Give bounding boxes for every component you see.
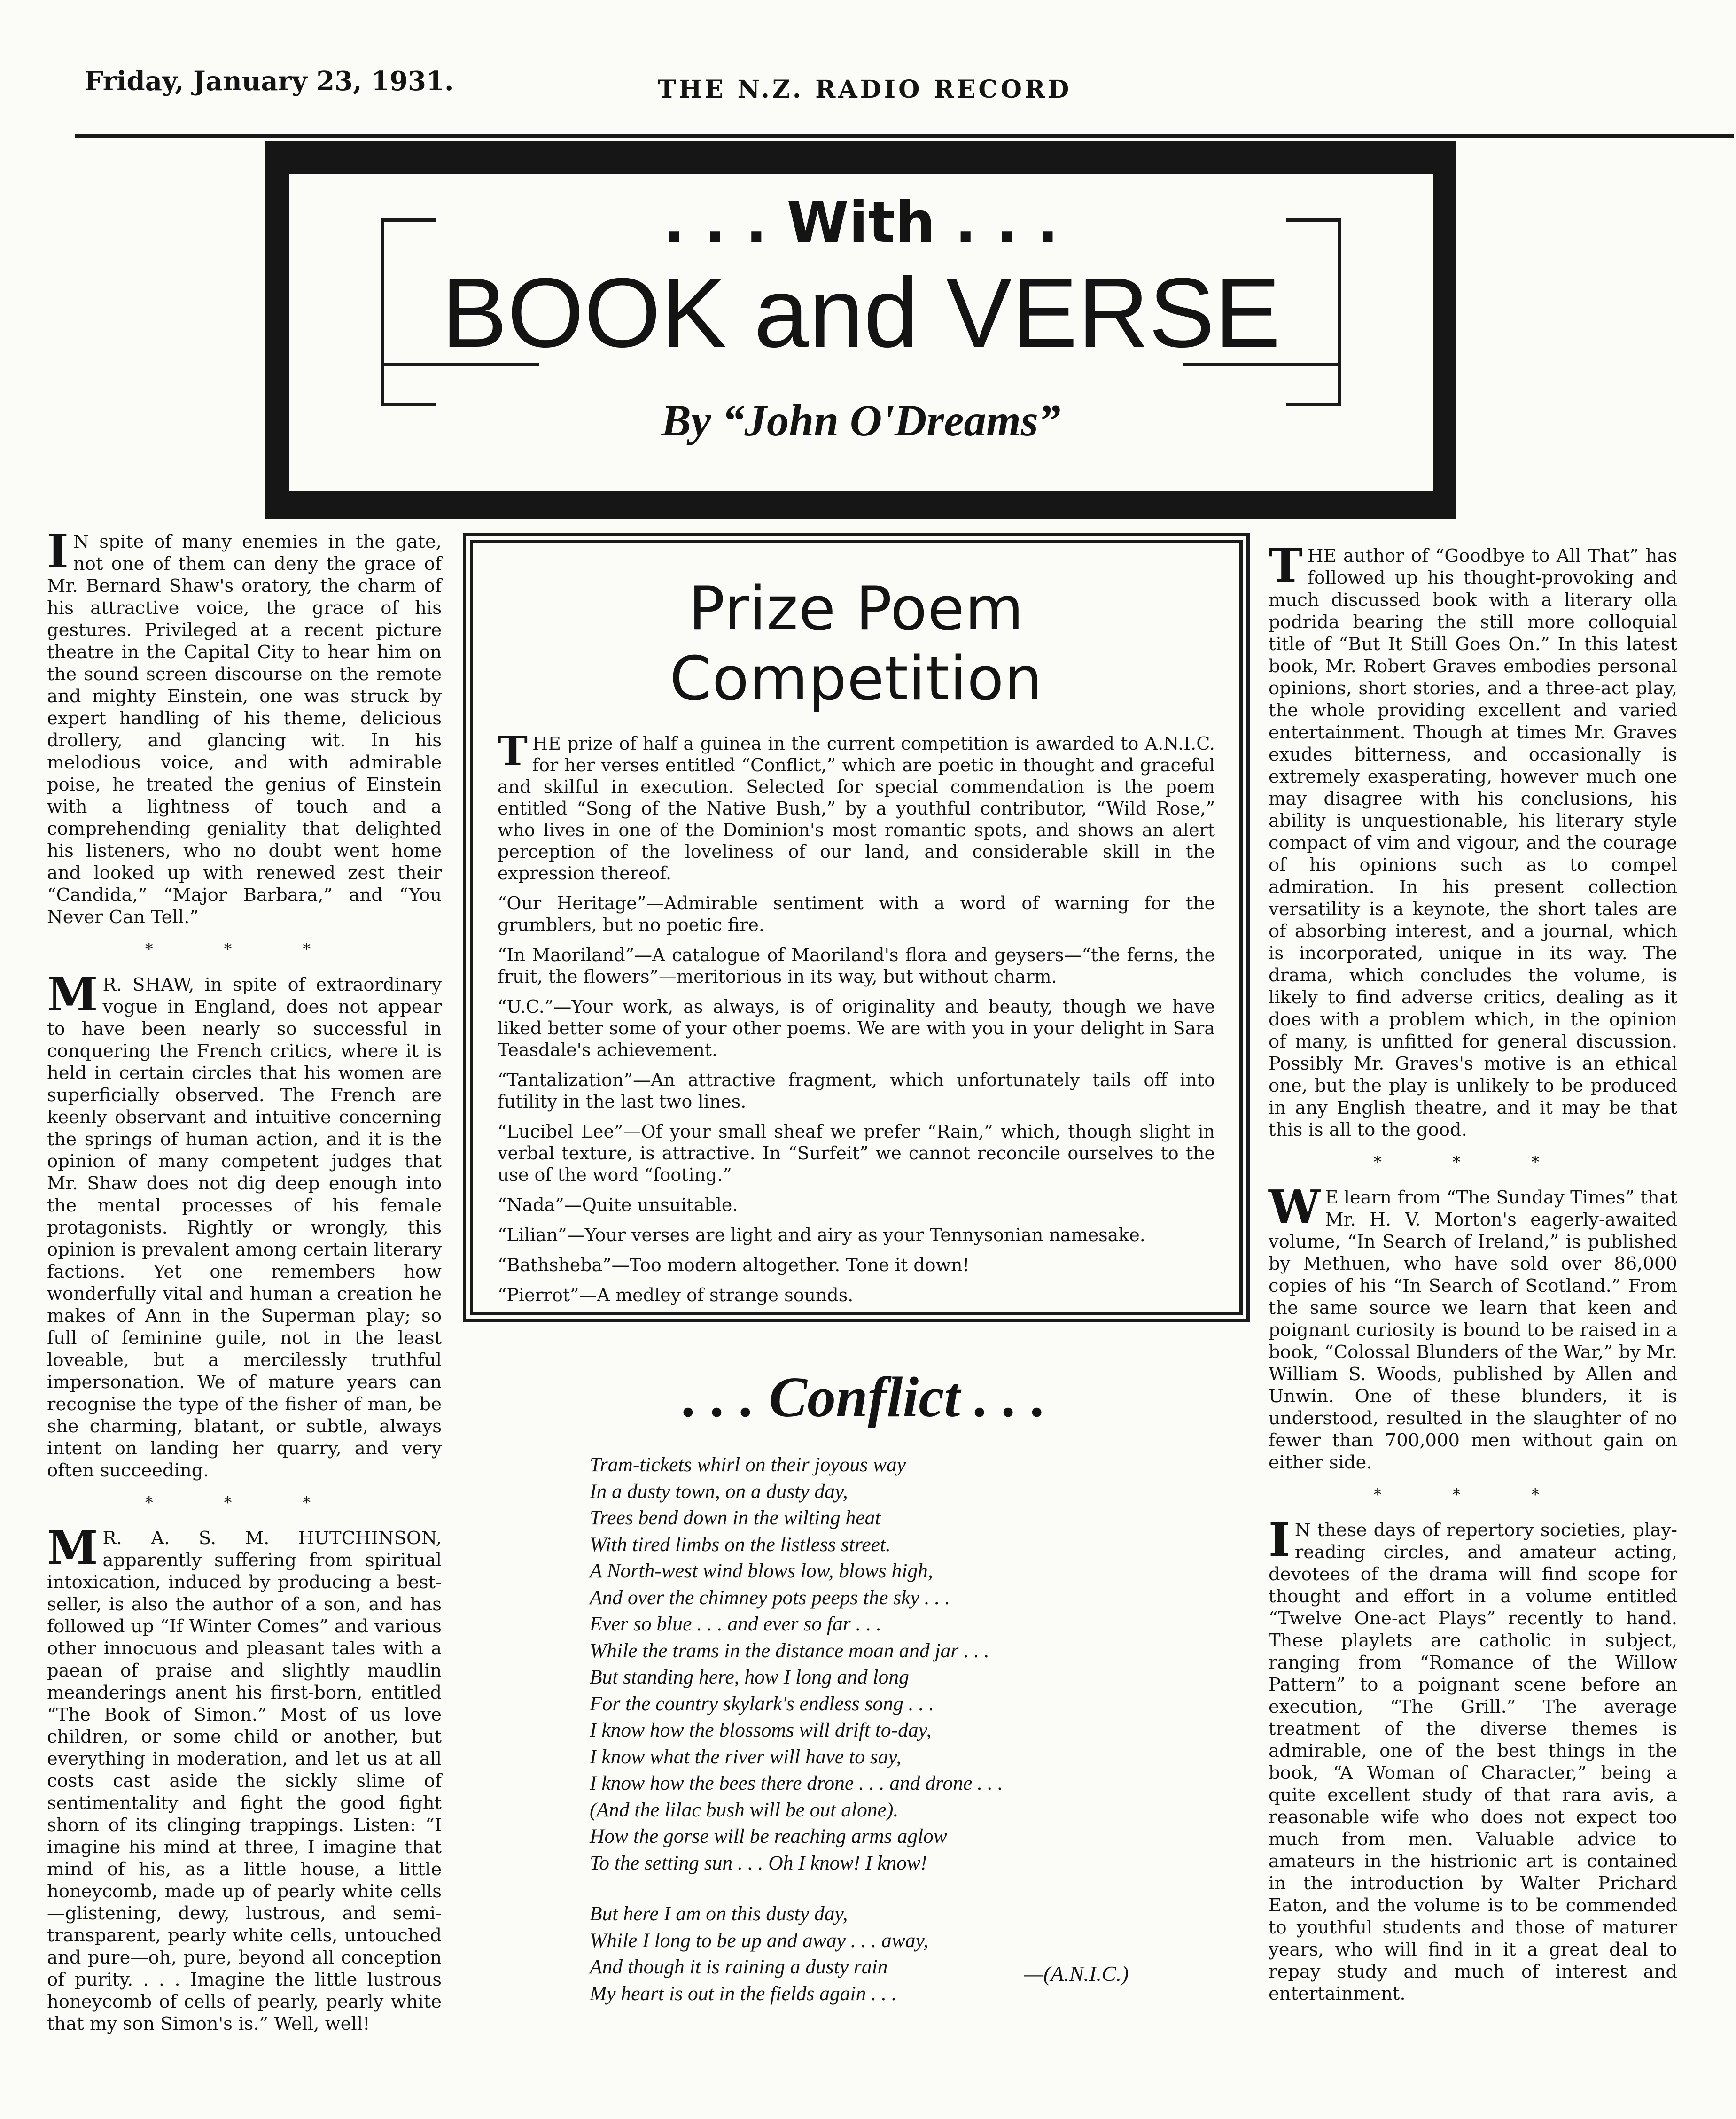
article-text: N these days of repertory societies, play-reading circles, and amateur acting, devotees of the drama will find scope for thought and effort in a volume entitled “Twelve One-act Plays” recently to hand. These playlets are catholic in subject, ranging from “Romance of the Willow Pattern” to a poignant scene before an execution, “The Grill.” The average treatment of the diverse themes is admirable, one of the best things in the book, “A Woman of Character,” being a quite excellent study of that rara avis, a reasonable wife who does not expect too much from men. Valuable advice to amateurs in the histrionic art is contained in the introduction by Walter Prichard Eaton, and the volume is to be commended to youthful students and those of maturer years, who will find in it a great deal to repay study and much of interest and entertainment. <box>1269 1520 1677 2004</box>
poem-line: I know how the bees there drone . . . and drone . . . <box>590 1772 1003 1794</box>
poem-line: Ever so blue . . . and ever so far . . . <box>590 1613 881 1635</box>
poem-line: In a dusty town, on a dusty day, <box>590 1480 848 1503</box>
poem-line: My heart is out in the fields again . . . <box>590 1982 897 2005</box>
critique-note: “In Maoriland”—A catalogue of Maoriland's flora and geysers—“the ferns, the fruit, the flowers”—meritorious in its way, but without charm. <box>498 945 1215 987</box>
article-text: R. A. S. M. HUTCHINSON, apparently suffering from spiritual intoxication, induced by producing a best-seller, is also the author of a son, and has followed up “If Winter Comes” and various other innocuous and pleasant tales with a paean of praise and slightly maudlin meanderings anent his first-born, entitled “The Book of Simon.” Most of us love children, or some child or another, but everything in moderation, and let us at all costs cast aside the sickly slime of sentimentality and fight the good fight shorn of its clinging trappings. Listen: “I imagine his mind at three, I imagine that mind of his, as a little house, a little honeycomb, made up of pearly white cells—glistening, dewy, lustrous, and semi-transparent, pearly white cells, untouched and pure—oh, pure, beyond all conception of purity. . . . Imagine the little lustrous honeycomb of cells of pearly, pearly white that my son Simon's is.” Well, well! <box>47 1528 442 2034</box>
drop-cap: I <box>47 525 69 579</box>
drop-cap: W <box>1269 1180 1321 1234</box>
left-column <box>47 525 442 2043</box>
article-text: N spite of many enemies in the gate, not one of them can deny the grace of Mr. Bernard Shaw's oratory, the charm of his attractive voice, the grace of his gestures. Privileged at a recent picture theatre in the Capital City to hear him on the sound screen discourse on the remote and mighty Einstein, one was struck by expert handling of his theme, delicious drollery, and glancing wit. In his melodious voice, and with admirable poise, he treated the genius of Einstein with a lightness of touch and a comprehending geniality that delighted his listeners, who no doubt went home and looked up with renewed zest their “Candida,” “Major Barbara,” and “You Never Can Tell.” <box>47 531 442 928</box>
drop-cap: I <box>1269 1513 1290 1567</box>
poem-line: Tram-tickets whirl on their joyous way <box>590 1453 906 1476</box>
poem-line: A North-west wind blows low, blows high, <box>590 1560 933 1582</box>
prize-title: Prize Poem Competition <box>669 574 1043 714</box>
right-column <box>1269 539 1677 2013</box>
shaw-oratory-article <box>47 525 442 928</box>
poem-line: Trees bend down in the wilting heat <box>590 1506 881 1529</box>
critique-note: “Tantalization”—An attractive fragment, which unfortunately tails off into futility in the last two lines. <box>498 1070 1215 1112</box>
poem-line: And though it is raining a dusty rain <box>590 1956 888 1978</box>
title-banner <box>265 141 1456 519</box>
drop-cap: T <box>1269 539 1303 593</box>
byline: By “John O'Dreams” <box>661 396 1061 445</box>
poem-line: But here I am on this dusty day, <box>590 1902 848 1925</box>
morton-article <box>1269 1180 1677 1474</box>
article-text: R. SHAW, in spite of extraordinary vogue in England, does not appear to have been nearly so successful in conquering the French critics, where it is held in certain circles that his women are superficially observed. The French are keenly observant and intuitive concerning the springs of human action, and it is the opinion of many competent judges that Mr. Shaw does not dig deep enough into the mental processes of his female protagonists. Rightly or wrongly, this opinion is prevalent among certain literary factions. Yet one remembers how wonderfully vital and human a creation he makes of Ann in the Superman play; so full of feminine guile, not in the least loveable, but a mercilessly truthful impersonation. We of mature years can recognise the type of the fisher of man, be she charming, blatant, or subtle, always intent on landing her quarry, and very often succeeding. <box>47 974 442 1481</box>
title-panel <box>289 174 1433 491</box>
critique-note: “Bathsheba”—Too modern altogether. Tone it down! <box>498 1255 970 1275</box>
stanza-break <box>590 1876 1219 1901</box>
critique-note: “Lucibel Lee”—Of your small sheaf we prefer “Rain,” which, though slight in verbal texture, is attractive. In “Surfeit” we cannot reconcile ourselves to the use of the word “footing.” <box>498 1121 1215 1185</box>
article-text: E learn from “The Sunday Times” that Mr. H. V. Morton's eagerly-awaited volume, “In Search of Ireland,” is published by Methuen, who have sold over 86,000 copies of his “In Search of Scotland.” From the same source we learn that keen and poignant curiosity is bound to be raised in a book, “Colossal Blunders of the War,” by Mr. William S. Woods, published by Allen and Unwin. One of these blunders, it is understood, resulted in the slaughter of no fewer than 700,000 men without gain on either side. <box>1269 1187 1677 1473</box>
poem-line: While I long to be up and away . . . away, <box>590 1929 929 1952</box>
graves-article <box>1269 539 1677 1141</box>
critique-note: “Pierrot”—A medley of strange sounds. <box>498 1285 854 1305</box>
issue-date: Friday, January 23, 1931. <box>85 66 454 97</box>
drop-cap: M <box>47 1521 98 1575</box>
prize-competition-box <box>463 533 1250 1322</box>
critique-note: “Our Heritage”—Admirable sentiment with a word of warning for the grumblers, but no poetic fire. <box>498 893 1215 935</box>
article-text: HE prize of half a guinea in the current competition is awarded to A.N.I.C. for her verses entitled “Conflict,” which are poetic in thought and graceful and skilful in execution. Selected for special commendation is the poem entitled “Song of the Native Bush,” by a youthful contributor, “Wild Rose,” who lives in one of the Dominion's most romantic spots, and shows an alert perception of the loveliness of our land, and considerable skill in the expression thereof. <box>498 733 1215 884</box>
poem-line: But standing here, how I long and long <box>590 1666 909 1688</box>
poem-line: For the country skylark's endless song . . . <box>590 1692 934 1715</box>
title-with: . . . With . . . <box>663 190 1059 256</box>
section-separator: * * * <box>1373 1153 1573 1172</box>
drop-cap: M <box>47 968 98 1022</box>
shaw-french-critics-article <box>47 968 442 1482</box>
prize-intro <box>498 728 1215 884</box>
drop-cap: T <box>498 728 528 775</box>
section-separator: * * * <box>145 940 344 959</box>
poem-line: While the trams in the distance moan and jar . . . <box>590 1639 989 1662</box>
critique-note: “U.C.”—Your work, as always, is of originality and beauty, though we have liked better some of your other poems. We are with you in your delight in Sara Teasdale's achievement. <box>498 996 1215 1060</box>
header-rule <box>75 134 1734 138</box>
poem-line: How the gorse will be reaching arms aglow <box>590 1825 947 1847</box>
article-text: HE author of “Goodbye to All That” has followed up his thought-provoking and much discussed book with a literary olla podrida bearing the still more colloquial title of “But It Still Goes On.” In this latest book, Mr. Robert Graves embodies personal opinions, short stories, and a three-act play, the whole providing excellent and varied entertainment. Though at times Mr. Graves exudes bitterness, and occasionally is extremely exasperating, however much one may disagree with his conclusions, his ability is unquestionable, his literary style compact of vim and vigour, and the courage of his opinions such as to compel admiration. In his present collection versatility is a keynote, the short tales are of absorbing interest, and a journal, which is incorporated, unique in its way. The drama, which concludes the volume, is likely to find adverse critics, dealing as it does with a problem which, in the opinion of many, is unfitted for general discussion. Possibly Mr. Graves's motive is an ethical one, but the play is unlikely to be produced in any English theatre, and it may be that this is all to the good. <box>1269 545 1677 1141</box>
hutchinson-article <box>47 1521 442 2035</box>
poem-line: And over the chimney pots peeps the sky . . . <box>590 1586 950 1609</box>
one-act-plays-article <box>1269 1513 1677 2005</box>
poem-line: With tired limbs on the listless street. <box>590 1533 891 1556</box>
critique-note: “Lilian”—Your verses are light and airy as your Tennysonian namesake. <box>498 1225 1145 1245</box>
section-separator: * * * <box>1373 1485 1573 1504</box>
section-title: BOOK and VERSE <box>441 257 1281 368</box>
poem-line: To the setting sun . . . Oh I know! I know! <box>590 1851 927 1874</box>
poem-conflict <box>590 1451 1219 2007</box>
section-separator: * * * <box>145 1493 344 1512</box>
poem-title: . . . Conflict . . . <box>683 1366 1046 1429</box>
poem-line: I know what the river will have to say, <box>590 1745 902 1768</box>
poem-line: I know how the blossoms will drift to-day, <box>590 1719 932 1741</box>
masthead: THE N.Z. RADIO RECORD <box>658 75 1072 104</box>
poem-line: (And the lilac bush will be out alone). <box>590 1798 899 1821</box>
prize-body <box>498 728 1215 1306</box>
poem-author: —(A.N.I.C.) <box>1024 1962 1129 1986</box>
critique-note: “Nada”—Quite unsuitable. <box>498 1195 738 1215</box>
